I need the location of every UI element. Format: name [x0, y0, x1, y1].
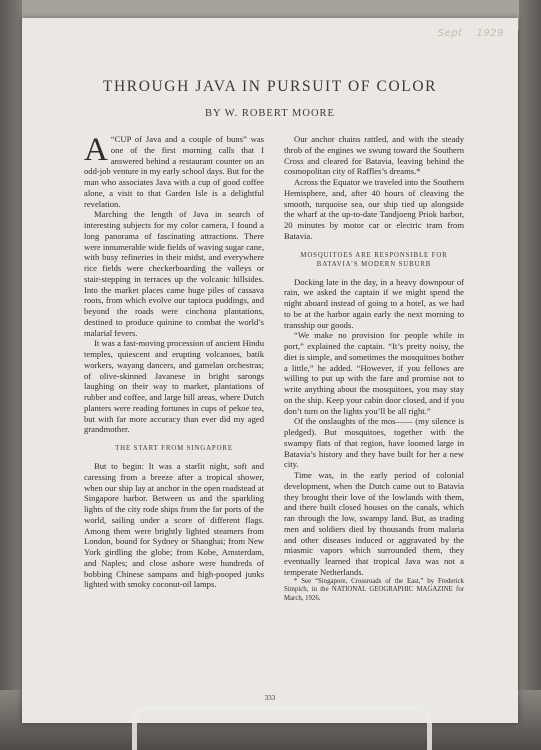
section-subhead: THE START FROM SINGAPORE	[115, 445, 233, 452]
pencil-year: 1929	[476, 28, 504, 39]
subhead-line: BATAVIA’S MODERN SUBURB	[316, 260, 432, 268]
paragraph: Across the Equator we traveled into the Southern Hemisphere, and, after 40 hours of cleaving the smooth, turquoise sea, our ship tied up alongside the wharf at the up-to-date Tandjoeng Priok harbor, 20 minutes by motor car or electric tram from Batavia.	[284, 177, 464, 241]
pencil-note: Sept	[437, 28, 463, 39]
right-column	[284, 134, 464, 603]
paragraph: Docking late in the day, in a heavy downpour of rain, we asked the captain if we might spend the night aboard instead of going to a hotel, as we had to be at the harbor again early the next morning to transship our goods.	[284, 276, 464, 330]
left-column	[84, 134, 264, 590]
display-stand	[132, 706, 432, 750]
footnote: * See “Singapore, Crossroads of the East,” by Frederick Simpich, in the NATIONAL GEOGRAPHIC MAGAZINE for March, 1926.	[284, 577, 464, 602]
paragraph: Time was, in the early period of colonial development, when the Dutch came out to Batavia they brought their love of the lowlands with them, and there built closed houses on the canals, which ran through the low, swampy land. But, as trading men and soldiers died by thousands from malaria and other diseases induced or aggravated by the miasmic vapors which surrounded them, they eventually learned that tropical Java was not a temperate Netherlands.	[284, 470, 464, 577]
article-title: THROUGH JAVA IN PURSUIT OF COLOR	[102, 78, 438, 95]
paragraph: “We make no provision for people while in port,” explained the captain. “It’s pretty noisy, the diet is simple, and sometimes the mosquitoes bother a little,” he added. “However, if you fellows are willing to put up with the fare and promise not to write anything about the mosquitoes, you may stay on the ship. Keep your cabin door closed, and if you don’t turn on the lights you’ll be all right.”	[284, 330, 464, 416]
paragraph: It was a fast-moving procession of ancient Hindu temples, quiescent and erupting volcanoes, batik workers, wayang dancers, and gamelan orchestras; of olive-skinned Javanese in bright sarongs laughing on their way to market, plantations of rubber and coffee, and large hill areas, where Dutch planters were reading fortunes in cups of pekoe tea, but with far more accuracy than ever did my aged grandmother.	[84, 338, 264, 435]
paragraph: Of the onslaughts of the mos—— (my silence is pledged). But mosquitoes, together with the swampy flats of that region, have loomed large in Batavia’s history and they have built for her a new city.	[284, 416, 464, 470]
section-subhead	[284, 251, 464, 269]
page-number: 333	[264, 694, 276, 702]
paragraph-text: “CUP of Java and a couple of buns” was one of the first morning calls that I answered behind a restaurant counter on an odd-job venture in my early school days. But for the man who associates Java with a cup of good coffee alone, a visit to that Garden Isle is a delightful revelation.	[84, 134, 264, 209]
subhead-line: MOSQUITOES ARE RESPONSIBLE FOR	[300, 251, 448, 259]
drop-cap: A	[84, 132, 108, 168]
pencil-annotation	[424, 28, 504, 39]
magazine-page	[22, 18, 518, 723]
paragraph: Our anchor chains rattled, and with the steady throb of the engines we swung toward the Southern Cross and cleared for Batavia, leaving behind the cosmopolitan city of Raffles’s dreams.*	[284, 134, 464, 177]
background-right	[519, 0, 541, 750]
paragraph: Marching the length of Java in search of interesting subjects for my color camera, I found a long panorama of fascinating attractions. There were innumerable wide fields of waving sugar cane, with busy refineries in their midst, and everywhere rice fields were checkerboarding the valleys or stair-stepping in terraces up the volcanic hillsides. Into the market places came huge piles of cassava roots, from which evolve our tapioca puddings, and beyond the roads were cinchona plantations, destined to produce quinine to combat the world’s malarial fevers.	[84, 209, 264, 338]
article-byline: BY W. ROBERT MOORE	[205, 108, 335, 119]
background-left	[0, 0, 22, 750]
paragraph: But to begin: It was a starlit night, soft and caressing from a breeze after a tropical shower, when our ship lay at anchor in the open roadstead at Singapore harbor. Between us and the sparkling lights of the city rode ships from the far ports of the world, sailing under a score of different flags. Among them were brightly lighted steamers from London, bound for Sydney or Shanghai; from New York girdling the globe; from Kobe, Amsterdam, and Naples; and close ashore were hundreds of bobbing Chinese sampans and high-pooped junks lighted with smoky coconut-oil lamps.	[84, 461, 264, 590]
paragraph	[84, 134, 264, 209]
